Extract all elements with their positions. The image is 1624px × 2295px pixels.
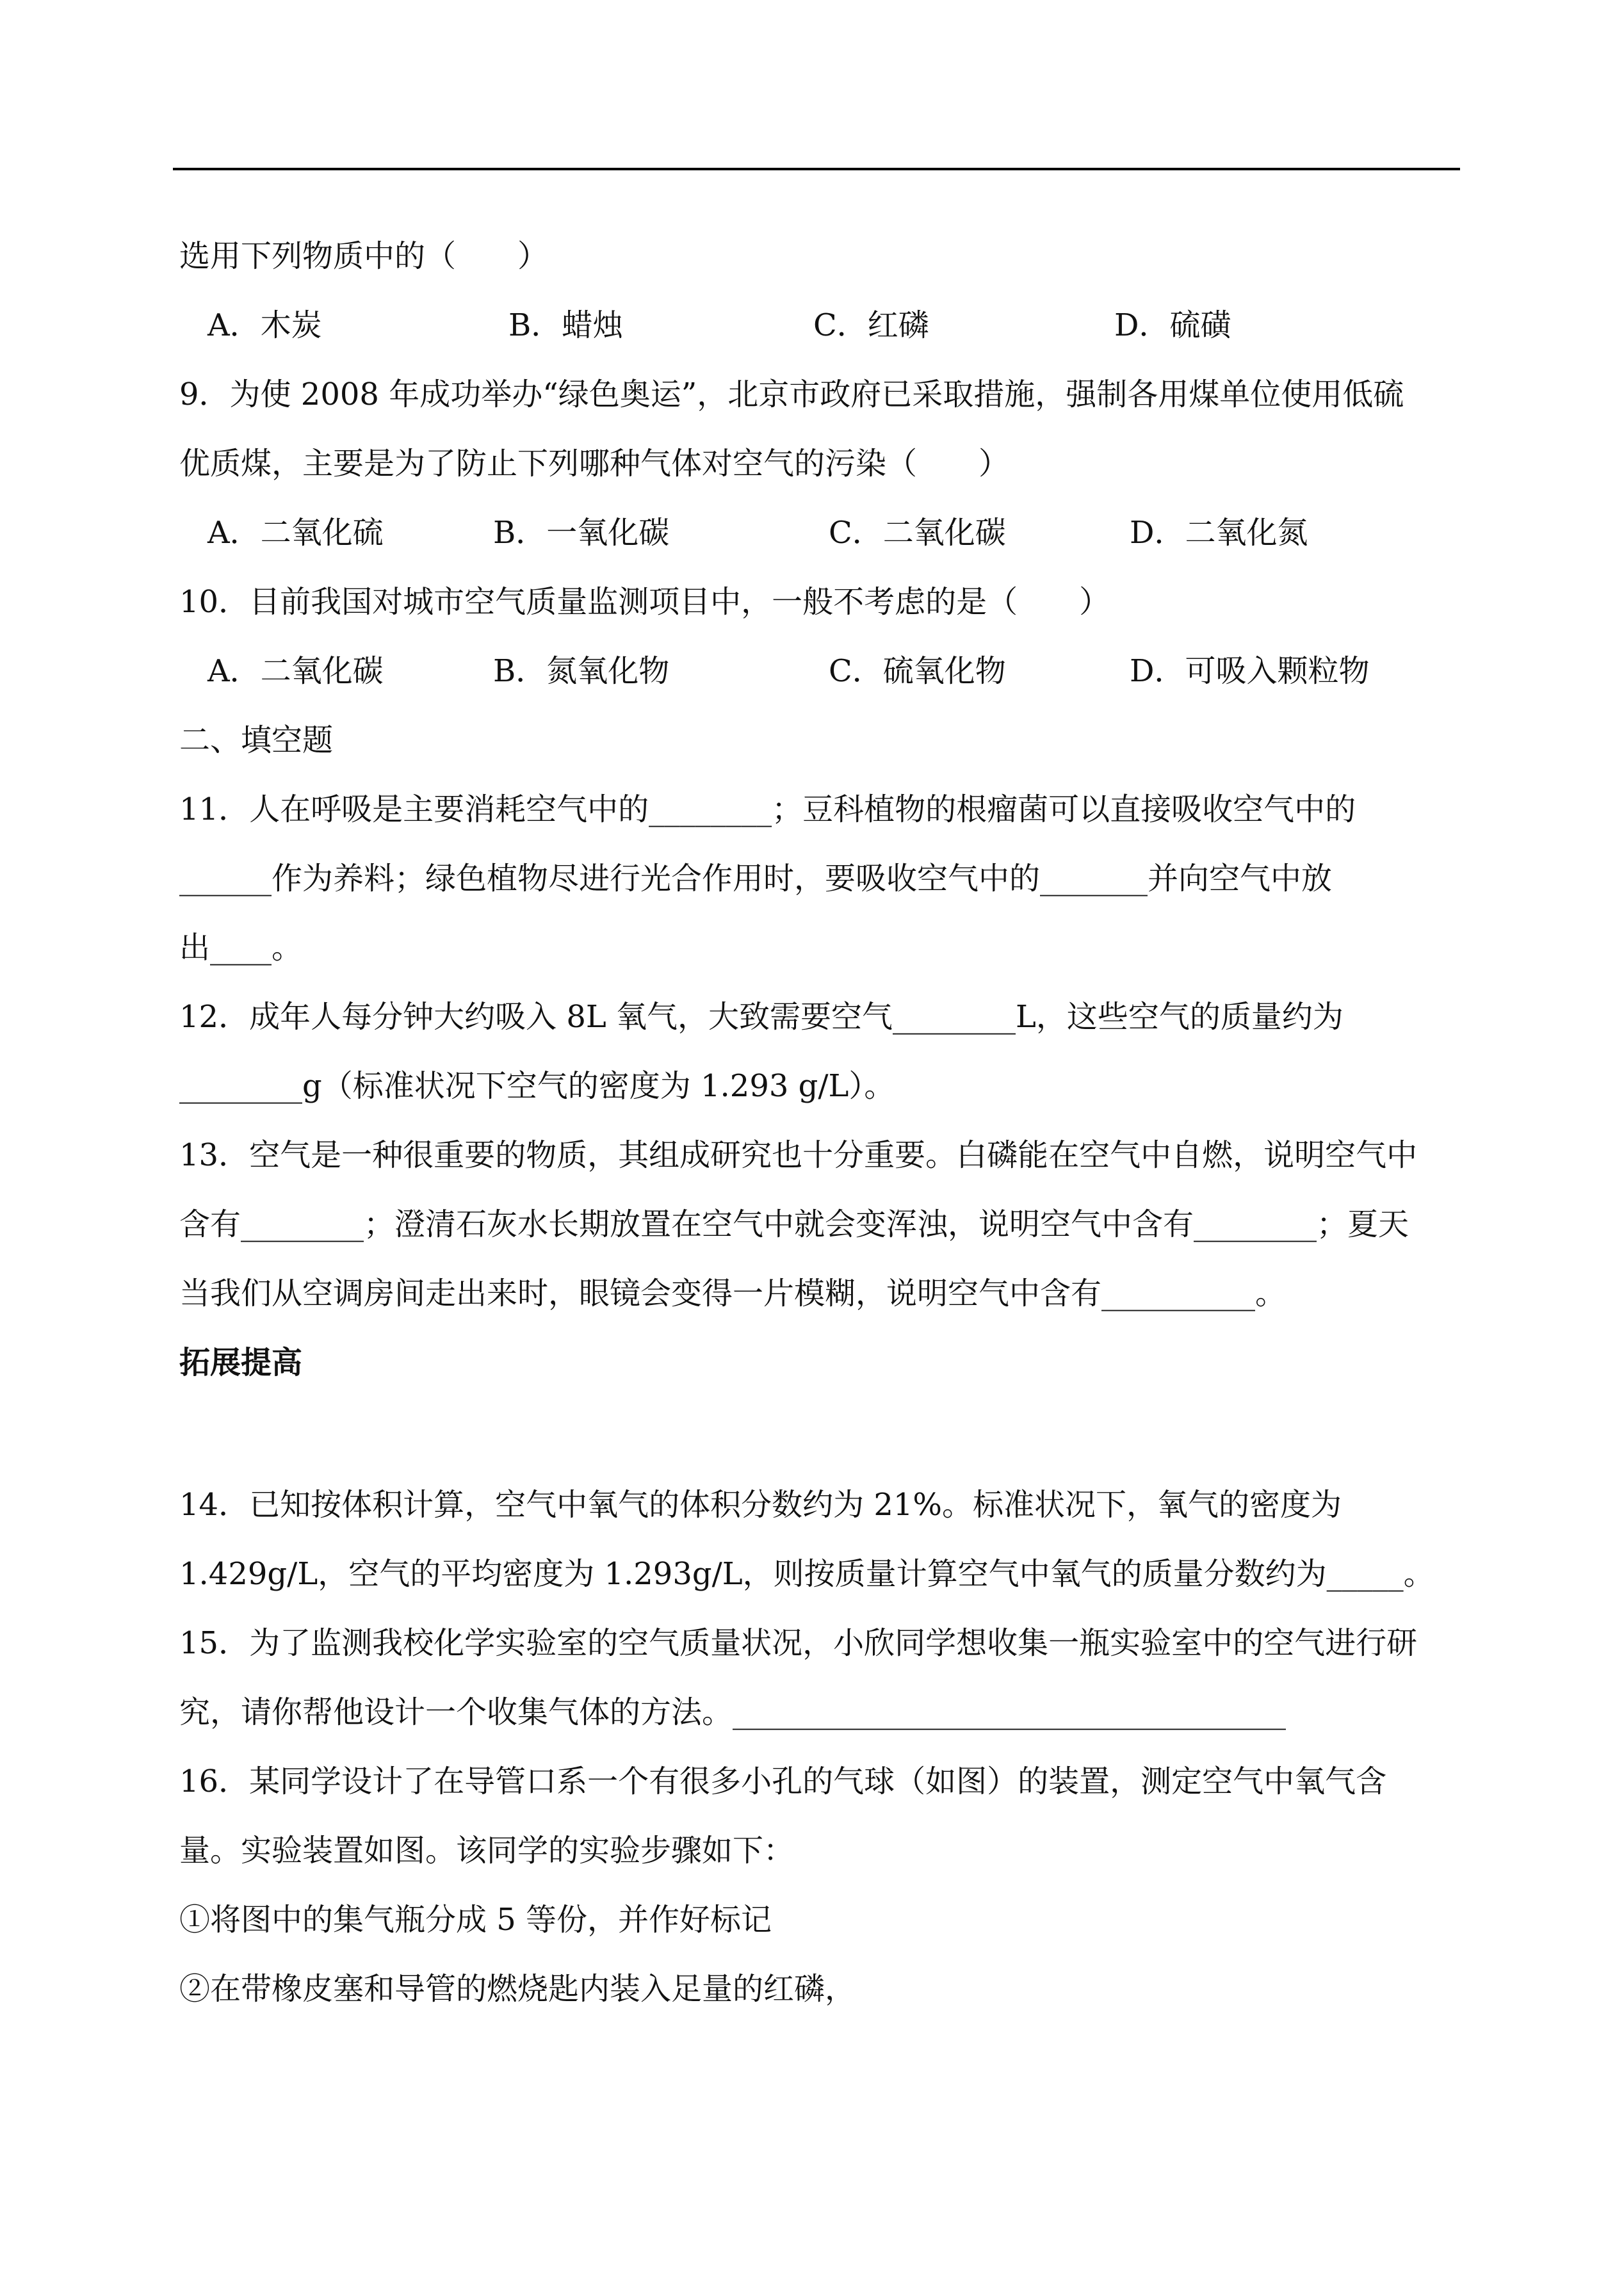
q14-stem-line2: 1.429g/L，空气的平均密度为 1.293g/L，则按质量计算空气中氧气的质量分数约为_____。 — [179, 1556, 1434, 1592]
q13-stem-line3: 当我们从空调房间走出来时，眼镜会变得一片模糊，说明空气中含有__________。 — [179, 1276, 1287, 1311]
q10-option-d: D．可吸入颗粒物 — [1130, 653, 1370, 689]
q9-stem-line2: 优质煤，主要是为了防止下列哪种气体对空气的污染（ ） — [179, 446, 1010, 482]
q8-option-a: A．木炭 — [207, 307, 322, 343]
q10-stem-line1: 10．目前我国对城市空气质量监测项目中，一般不考虑的是（ ） — [179, 584, 1110, 620]
q10-option-b: B．氮氧化物 — [493, 653, 670, 689]
q15-stem-line2: 究，请你帮他设计一个收集气体的方法。____________________________________ — [179, 1694, 1287, 1730]
q9-option-d: D．二氧化氮 — [1130, 515, 1308, 551]
q11-stem-line3: 出____。 — [179, 930, 303, 966]
q13-stem-line2: 含有________；澄清石灰水长期放置在空气中就会变浑浊，说明空气中含有________；夏天 — [179, 1206, 1409, 1242]
q16-stem-line1: 16．某同学设计了在导管口系一个有很多小孔的气球（如图）的装置，测定空气中氧气含 — [179, 1764, 1387, 1799]
q10-option-a: A．二氧化碳 — [207, 653, 384, 689]
q8-option-b: B．蜡烛 — [508, 307, 624, 343]
q16-step-2: ②在带橡皮塞和导管的燃烧匙内装入足量的红磷， — [179, 1971, 856, 2007]
q12-stem-line2: ________g（标准状况下空气的密度为 1.293 g/L）。 — [179, 1068, 895, 1104]
q8-stem-tail: 选用下列物质中的（ ） — [179, 238, 549, 274]
section-extension-heading: 拓展提高 — [179, 1345, 303, 1381]
q9-option-c: C．二氧化碳 — [829, 515, 1006, 551]
q8-option-d: D．硫磺 — [1114, 307, 1231, 343]
header-rule — [173, 168, 1460, 170]
q16-step-1: ①将图中的集气瓶分成 5 等份，并作好标记 — [179, 1902, 772, 1938]
q8-option-c: C．红磷 — [813, 307, 929, 343]
section-fill-in-heading: 二、填空题 — [179, 722, 334, 758]
q9-option-b: B．一氧化碳 — [493, 515, 670, 551]
q9-option-a: A．二氧化硫 — [207, 515, 384, 551]
q14-stem-line1: 14．已知按体积计算，空气中氧气的体积分数约为 21%。标准状况下，氧气的密度为 — [179, 1487, 1342, 1523]
q11-stem-line2: ______作为养料；绿色植物尽进行光合作用时，要吸收空气中的_______并向空气中放 — [179, 861, 1333, 896]
q12-stem-line1: 12．成年人每分钟大约吸入 8L 氧气，大致需要空气________L，这些空气的质量约为 — [179, 999, 1344, 1035]
q9-stem-line1: 9．为使 2008 年成功举办“绿色奥运”，北京市政府已采取措施，强制各用煤单位使用低硫 — [179, 377, 1404, 412]
q10-option-c: C．硫氧化物 — [829, 653, 1006, 689]
q16-stem-line2: 量。实验装置如图。该同学的实验步骤如下： — [179, 1833, 795, 1869]
q15-stem-line1: 15．为了监测我校化学实验室的空气质量状况，小欣同学想收集一瓶实验室中的空气进行研 — [179, 1625, 1418, 1661]
q13-stem-line1: 13．空气是一种很重要的物质，其组成研究也十分重要。白磷能在空气中自燃，说明空气中 — [179, 1137, 1418, 1173]
q11-stem-line1: 11．人在呼吸是主要消耗空气中的________；豆科植物的根瘤菌可以直接吸收空气中的 — [179, 791, 1356, 827]
